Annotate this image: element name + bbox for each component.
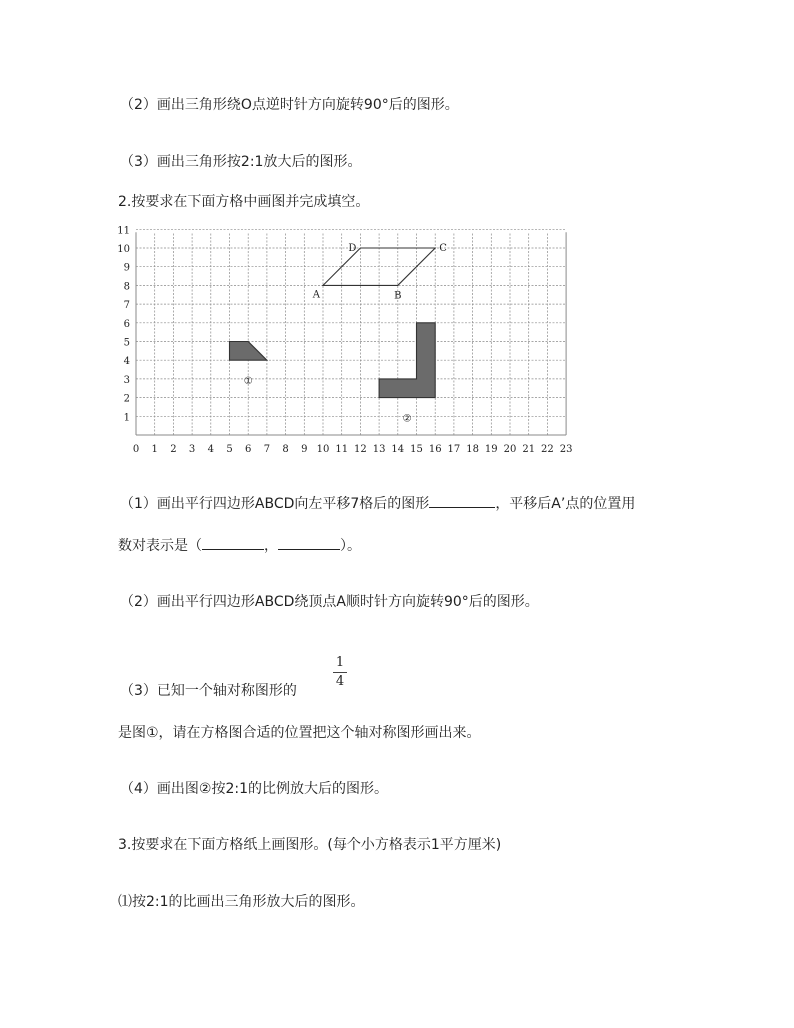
q1-part3-text: （3）画出三角形按2:1放大后的图形。	[120, 154, 362, 170]
q2-part3-text-b: 是图①，请在方格图合适的位置把这个轴对称图形画出来。	[118, 725, 481, 741]
q1-part2-text: （2）画出三角形绕O点逆时针方向旋转90°后的图形。	[120, 97, 459, 113]
q2-part1-text-a: （1）画出平行四边形ABCD向左平移7格后的图形	[120, 496, 430, 512]
q2-part1-end: ）。	[340, 538, 361, 554]
x-tick-label: 14	[391, 444, 405, 455]
y-tick-label: 6	[123, 318, 130, 330]
q2-part2-text: （2）画出平行四边形ABCD绕顶点A顺时针方向旋转90°后的图形。	[120, 594, 539, 610]
q2-part4-text: （4）画出图②按2:1的比例放大后的图形。	[120, 781, 388, 797]
x-tick-label: 10	[316, 444, 330, 455]
y-tick-label: 9	[123, 262, 130, 274]
x-tick-label: 18	[466, 444, 479, 455]
x-tick-label: 9	[301, 444, 308, 455]
coordinate-grid	[112, 226, 582, 462]
figure-1-label: ①	[243, 375, 253, 387]
q2-part1-text-c: 数对表示是（	[118, 538, 202, 554]
x-tick-label: 22	[541, 444, 554, 455]
answer-blank-x[interactable]	[202, 535, 264, 550]
x-tick-label: 1	[151, 444, 158, 455]
x-tick-label: 6	[245, 444, 252, 455]
x-tick-label: 11	[335, 444, 349, 455]
answer-blank-y[interactable]	[278, 535, 340, 550]
fraction-denominator: 4	[335, 674, 345, 689]
x-tick-label: 3	[188, 444, 196, 455]
q2-part1-line2	[118, 535, 361, 555]
vertex-label-a: A	[312, 289, 320, 301]
axis-labels	[117, 226, 572, 455]
x-tick-label: 15	[410, 444, 423, 455]
x-tick-label: 4	[207, 444, 214, 455]
y-tick-label: 10	[117, 244, 130, 255]
figure-1-shape	[230, 342, 267, 361]
x-tick-label: 5	[226, 444, 233, 455]
x-tick-label: 16	[428, 444, 442, 455]
vertex-label-d: D	[348, 243, 357, 254]
y-tick-label: 11	[117, 226, 130, 237]
x-tick-label: 19	[484, 444, 498, 455]
q3-part1-text: ⑴按2:1的比画出三角形放大后的图形。	[118, 894, 365, 910]
fraction-numerator: 1	[335, 655, 345, 670]
fraction-bar	[333, 672, 347, 673]
q2-part3-text-a: （3）已知一个轴对称图形的	[120, 683, 297, 699]
y-tick-label: 3	[123, 374, 130, 386]
y-tick-label: 2	[123, 393, 130, 405]
vertex-label-c: C	[439, 243, 447, 254]
grid-lines	[136, 229, 566, 435]
answer-blank-figure[interactable]	[429, 493, 495, 508]
x-tick-label: 13	[372, 444, 386, 455]
x-tick-label: 0	[132, 444, 140, 455]
figure-2-label: ②	[402, 413, 412, 425]
fraction-one-quarter	[331, 655, 349, 690]
q3-title: 3.按要求在下面方格纸上画图形。(每个小方格表示1平方厘米)	[118, 837, 502, 853]
y-tick-label: 1	[123, 412, 130, 424]
x-tick-label: 17	[447, 444, 461, 455]
q2-part1-comma: ，	[264, 538, 278, 554]
y-tick-label: 5	[123, 337, 130, 349]
x-tick-label: 21	[522, 444, 536, 455]
x-tick-label: 2	[170, 444, 177, 455]
vertex-label-b: B	[394, 290, 402, 302]
q2-part1-line1	[120, 493, 635, 513]
y-tick-label: 8	[123, 281, 130, 293]
x-tick-label: 7	[263, 444, 271, 455]
y-tick-label: 4	[123, 356, 130, 368]
y-tick-label: 7	[123, 300, 130, 312]
x-tick-label: 23	[559, 444, 573, 455]
q2-title: 2.按要求在下面方格中画图并完成填空。	[118, 194, 370, 210]
x-tick-label: 8	[282, 444, 289, 455]
q2-part1-text-b: ，平移后A’点的位置用	[495, 496, 636, 512]
x-tick-label: 12	[354, 444, 367, 455]
x-tick-label: 20	[503, 444, 517, 455]
